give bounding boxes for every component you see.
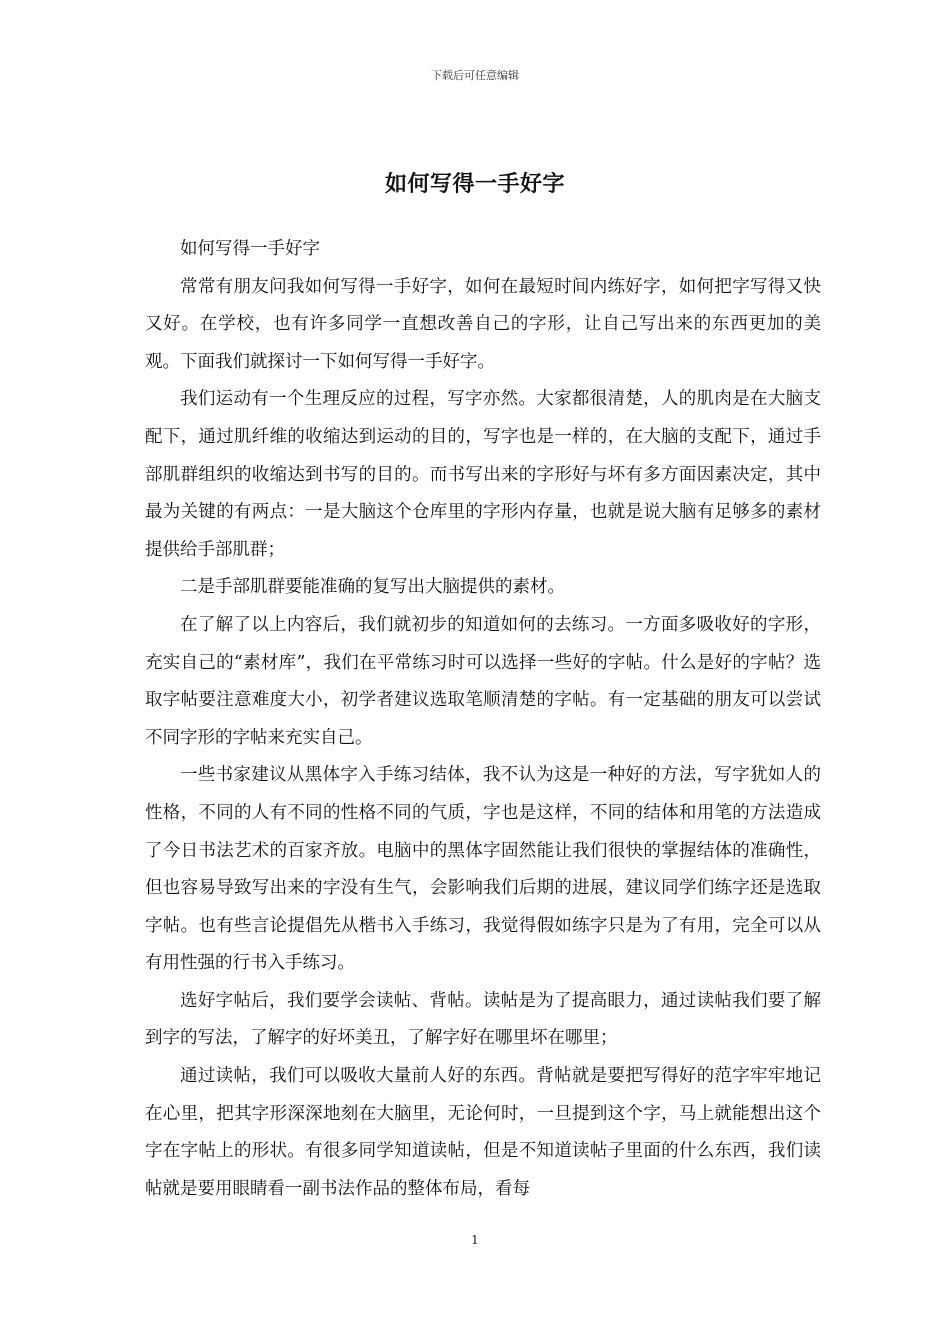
page-number: 1 — [471, 1233, 479, 1247]
paragraph: 一些书家建议从黑体字入手练习结体，我不认为这是一种好的方法，写字犹如人的性格，不同的人有不同的性格不同的气质，字也是这样，不同的结体和用笔的方法造成了今日书法艺术的百家齐放。电脑中的黑体字固然能让我们很快的掌握结体的准确性，但也容易导致写出来的字没有生气，会影响我们后期的进展，建议同学们练字还是选取字帖。也有些言论提倡先从楷书入手练习，我觉得假如练字只是为了有用，完全可以从有用性强的行书入手练习。 — [145, 765, 821, 974]
paragraph-subtitle: 如何写得一手好字 — [180, 239, 320, 259]
paragraph: 我们运动有一个生理反应的过程，写字亦然。大家都很清楚，人的肌肉是在大脑支配下，通过肌纤维的收缩达到运动的目的，写字也是一样的，在大脑的支配下，通过手部肌群组织的收缩达到书写的目的。而书写出来的字形好与坏有多方面因素决定，其中最为关键的有两点：一是大脑这个仓库里的字形内存量，也就是说大脑有足够多的素材提供给手部肌群； — [145, 389, 821, 560]
paragraph: 二是手部肌群要能准确的复写出大脑提供的素材。 — [180, 577, 565, 598]
paragraph: 选好字帖后，我们要学会读帖、背帖。读帖是为了提高眼力，通过读帖我们要了解到字的写法，了解字的好坏美丑，了解字好在哪里坏在哪里； — [145, 990, 821, 1049]
paragraph: 常常有朋友问我如何写得一手好字，如何在最短时间内练好字，如何把字写得又快又好。在学校，也有许多同学一直想改善自己的字形，让自己写出来的东西更加的美观。下面我们就探讨一下如何写得一手好字。 — [145, 276, 821, 372]
page-title: 如何写得一手好字 — [384, 170, 565, 197]
document-body — [145, 231, 821, 1208]
paragraph: 通过读帖，我们可以吸收大量前人好的东西。背帖就是要把写得好的范字牢牢地记在心里，把其字形深深地刻在大脑里，无论何时，一旦提到这个字，马上就能想出这个字在字帖上的形状。有很多同学知道读帖，但是不知道读帖子里面的什么东西，我们读帖就是要用眼睛看一副书法作品的整体布局，看每 — [145, 1066, 821, 1199]
header-note: 下载后可任意编辑 — [431, 69, 519, 82]
paragraph: 在了解了以上内容后，我们就初步的知道如何的去练习。一方面多吸收好的字形，充实自己的“素材库”，我们在平常练习时可以选择一些好的字帖。什么是好的字帖？选取字帖要注意难度大小，初学者建议选取笔顺清楚的字帖。有一定基础的朋友可以尝试不同字形的字帖来充实自己。 — [145, 614, 821, 748]
